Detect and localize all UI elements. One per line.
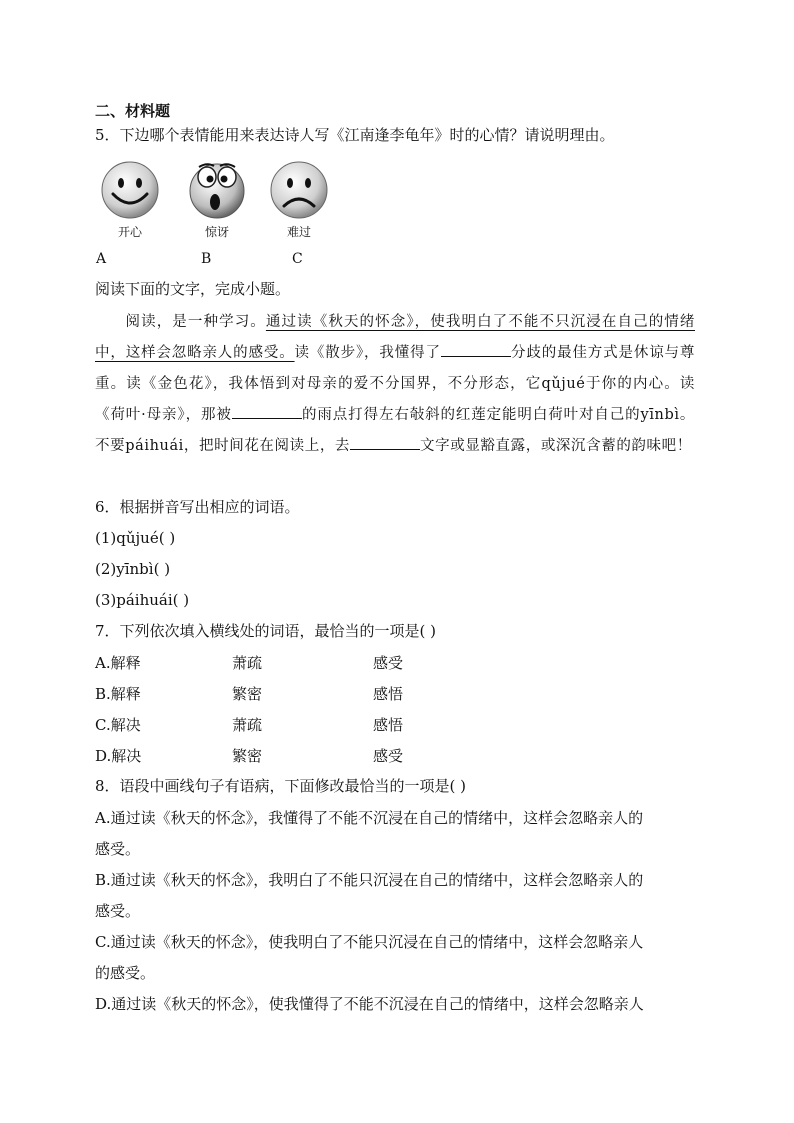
q7-d-word-3: 感受 (373, 747, 404, 765)
happy-face-icon (100, 160, 160, 220)
q7-b-word-2: 繁密 (232, 685, 263, 703)
section-title: 二、材料题 (95, 102, 171, 120)
question-7: 7．下列依次填入横线处的词语，最恰当的一项是( ) (95, 622, 437, 640)
q8-option-a-line-2: 感受。 (95, 840, 141, 858)
q8-option-d-line-1: D.通过读《秋天的怀念》，使我懂得了不能不沉浸在自己的情绪中，这样会忽略亲人 (95, 995, 644, 1013)
q7-c-word-3: 感悟 (373, 716, 404, 734)
blank-1 (441, 344, 511, 357)
face-letter-c: C (292, 251, 303, 267)
face-caption-b: 惊讶 (204, 225, 229, 239)
passage-part-3: 分歧的最佳方式是休谅与尊重。读《金色花》，我体悟到对母亲的爱不分国界，不分形态，它qǔjué于你的内心。读《荷叶·母亲》，那被 (95, 345, 695, 423)
q7-a-word-2: 萧疏 (232, 654, 263, 672)
question-5: 5．下边哪个表情能用来表达诗人写《江南逢李龟年》时的心情？请说明理由。 (95, 126, 615, 144)
q7-a-word-3: 感受 (373, 654, 404, 672)
passage-part-5: 文字或显豁直露，或深沉含蓄的韵味吧！ (420, 438, 692, 454)
q8-option-c-line-2: 的感受。 (95, 964, 156, 982)
blank-2 (232, 406, 302, 419)
q7-d-word-1: D.解决 (95, 747, 142, 765)
q6-item-3: (3)páihuái( ) (95, 591, 190, 609)
q7-a-word-1: A.解释 (95, 654, 141, 672)
face-caption-c: 难过 (286, 225, 311, 239)
q8-option-b-line-2: 感受。 (95, 902, 141, 920)
q7-b-word-3: 感悟 (373, 685, 404, 703)
q6-item-2: (2)yīnbì( ) (95, 560, 171, 578)
surprised-face-icon (187, 160, 247, 220)
q8-option-b-line-1: B.通过读《秋天的怀念》，我明白了不能只沉浸在自己的情绪中，这样会忽略亲人的 (95, 871, 644, 889)
q6-item-1: (1)qǔjué( ) (95, 529, 176, 547)
sad-face-icon (269, 160, 329, 220)
face-letter-b: B (201, 251, 212, 267)
reading-intro: 阅读下面的文字，完成小题。 (95, 280, 291, 298)
face-letter-a: A (96, 251, 107, 267)
q8-option-a-line-1: A.通过读《秋天的怀念》，我懂得了不能不沉浸在自己的情绪中，这样会忽略亲人的 (95, 809, 644, 827)
q7-c-word-2: 萧疏 (232, 716, 263, 734)
q8-option-c-line-1: C.通过读《秋天的怀念》，使我明白了不能只沉浸在自己的情绪中，这样会忽略亲人 (95, 933, 644, 951)
reading-passage (95, 307, 695, 462)
passage-part-4: 的雨点打得左右敧斜的红莲定能明白荷叶对自己的yīnbì。不要páihuái，把时间花在阅读上，去 (95, 407, 696, 454)
blank-3 (350, 437, 420, 450)
passage-part-2: 读《散步》，我懂得了 (294, 345, 441, 361)
passage-part-1: 阅读，是一种学习。 (125, 314, 266, 330)
face-caption-a: 开心 (117, 225, 142, 239)
q7-c-word-1: C.解决 (95, 716, 141, 734)
q7-b-word-1: B.解释 (95, 685, 141, 703)
q7-d-word-2: 繁密 (232, 747, 263, 765)
underlined-sentence: 通过读《秋天的怀念》，使我明白了不能不只沉浸在自己的情绪中，这样会忽略亲人的感受。 (95, 314, 695, 361)
face-options (95, 160, 355, 270)
question-6: 6．根据拼音写出相应的词语。 (95, 498, 300, 516)
question-8: 8．语段中画线句子有语病，下面修改最恰当的一项是( ) (95, 777, 467, 795)
